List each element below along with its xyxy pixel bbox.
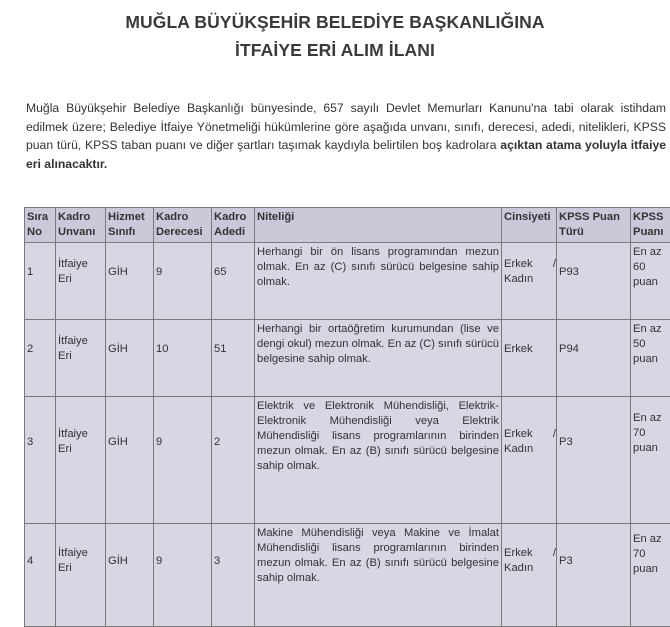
intro-bold-text: açıktan atama yoluyla itfaiye eri alınacaktır. (26, 138, 666, 171)
cell-puan-turu: P93 (557, 243, 631, 320)
cell-no: 2 (25, 320, 56, 397)
cell-nitelik: Herhangi bir ortaöğretim kurumundan (lise ve dengi okul) mezun olmak. En az (C) sınıfı sürücü belgesine sahip olmak. (255, 320, 502, 397)
cell-puan-turu: P3 (557, 397, 631, 524)
table-row (25, 243, 670, 320)
cell-derece: 9 (154, 397, 212, 524)
cell-derece: 9 (154, 243, 212, 320)
cell-adet: 3 (212, 524, 255, 627)
cell-puan: En az 70 puan (631, 524, 670, 627)
cell-cinsiyet (502, 397, 557, 524)
header-kpss-puani: KPSS Puanı (631, 208, 670, 243)
cell-cinsiyet (502, 243, 557, 320)
cell-adet: 2 (212, 397, 255, 524)
cell-unvan: İtfaiye Eri (56, 524, 106, 627)
cell-puan: En az 70 puan (631, 397, 670, 524)
cinsiyet-slash: / (553, 546, 556, 561)
cell-adet: 65 (212, 243, 255, 320)
header-kadro-derecesi: Kadro Derecesi (154, 208, 212, 243)
page-title: MUĞLA BÜYÜKŞEHİR BELEDİYE BAŞKANLIĞINA (0, 12, 670, 33)
cinsiyet-text: Erkek (504, 343, 533, 355)
cell-puan: En az 50 puan (631, 320, 670, 397)
cell-cinsiyet (502, 524, 557, 627)
cinsiyet-text: Erkek Kadın (504, 547, 533, 574)
header-sira-no: Sıra No (25, 208, 56, 243)
header-niteligi: Niteliği (255, 208, 502, 243)
table-row (25, 524, 670, 627)
intro-paragraph (26, 99, 666, 173)
header-kadro-unvani: Kadro Unvanı (56, 208, 106, 243)
cell-no: 3 (25, 397, 56, 524)
cell-unvan: İtfaiye Eri (56, 320, 106, 397)
intro-text: Muğla Büyükşehir Belediye Başkanlığı bünyesinde, 657 sayılı Devlet Memurları Kanunu'na tabi olarak istihdam edilmek üzere; Belediye İtfaiye Yönetmeliği hükümlerine göre aşağıda unvanı, sınıfı, derecesi, adedi, nitelikleri, KPSS puan türü, KPSS taban puanı ve diğer şartları taşımak kaydıyla belirtilen boş kadrolara (26, 101, 666, 152)
cell-adet: 51 (212, 320, 255, 397)
cell-cinsiyet (502, 320, 557, 397)
cell-sinif: GİH (106, 397, 154, 524)
cell-nitelik: Herhangi bir ön lisans programından mezun olmak. En az (C) sınıfı sürücü belgesine sahip olmak. (255, 243, 502, 320)
cell-puan-turu: P94 (557, 320, 631, 397)
cinsiyet-slash: / (553, 257, 556, 272)
header-kpss-puan-turu: KPSS Puan Türü (557, 208, 631, 243)
cell-derece: 9 (154, 524, 212, 627)
positions-table (24, 207, 670, 627)
page-subtitle: İTFAİYE ERİ ALIM İLANI (0, 40, 670, 61)
table-header-row (25, 208, 670, 243)
cell-nitelik: Makine Mühendisliği veya Makine ve İmalat Mühendisliği lisans programlarının birinden mezun olmak. En az (B) sınıfı sürücü belgesine sahip olmak. (255, 524, 502, 627)
cell-nitelik: Elektrik ve Elektronik Mühendisliği, Elektrik-Elektronik Mühendisliği veya Elektrik Mühendisliği lisans programlarının birinden mezun olmak. En az (B) sınıfı sürücü belgesine sahip olmak. (255, 397, 502, 524)
cell-puan-turu: P3 (557, 524, 631, 627)
header-hizmet-sinifi: Hizmet Sınıfı (106, 208, 154, 243)
cell-no: 1 (25, 243, 56, 320)
cinsiyet-text: Erkek Kadın (504, 258, 533, 285)
cell-sinif: GİH (106, 243, 154, 320)
cell-derece: 10 (154, 320, 212, 397)
cell-unvan: İtfaiye Eri (56, 397, 106, 524)
cell-no: 4 (25, 524, 56, 627)
cell-puan: En az 60 puan (631, 243, 670, 320)
cell-sinif: GİH (106, 524, 154, 627)
table-row (25, 320, 670, 397)
table-row (25, 397, 670, 524)
cinsiyet-slash: / (553, 427, 556, 442)
header-cinsiyeti: Cinsiyeti (502, 208, 557, 243)
header-kadro-adedi: Kadro Adedi (212, 208, 255, 243)
cinsiyet-text: Erkek Kadın (504, 428, 533, 455)
cell-unvan: İtfaiye Eri (56, 243, 106, 320)
cell-sinif: GİH (106, 320, 154, 397)
